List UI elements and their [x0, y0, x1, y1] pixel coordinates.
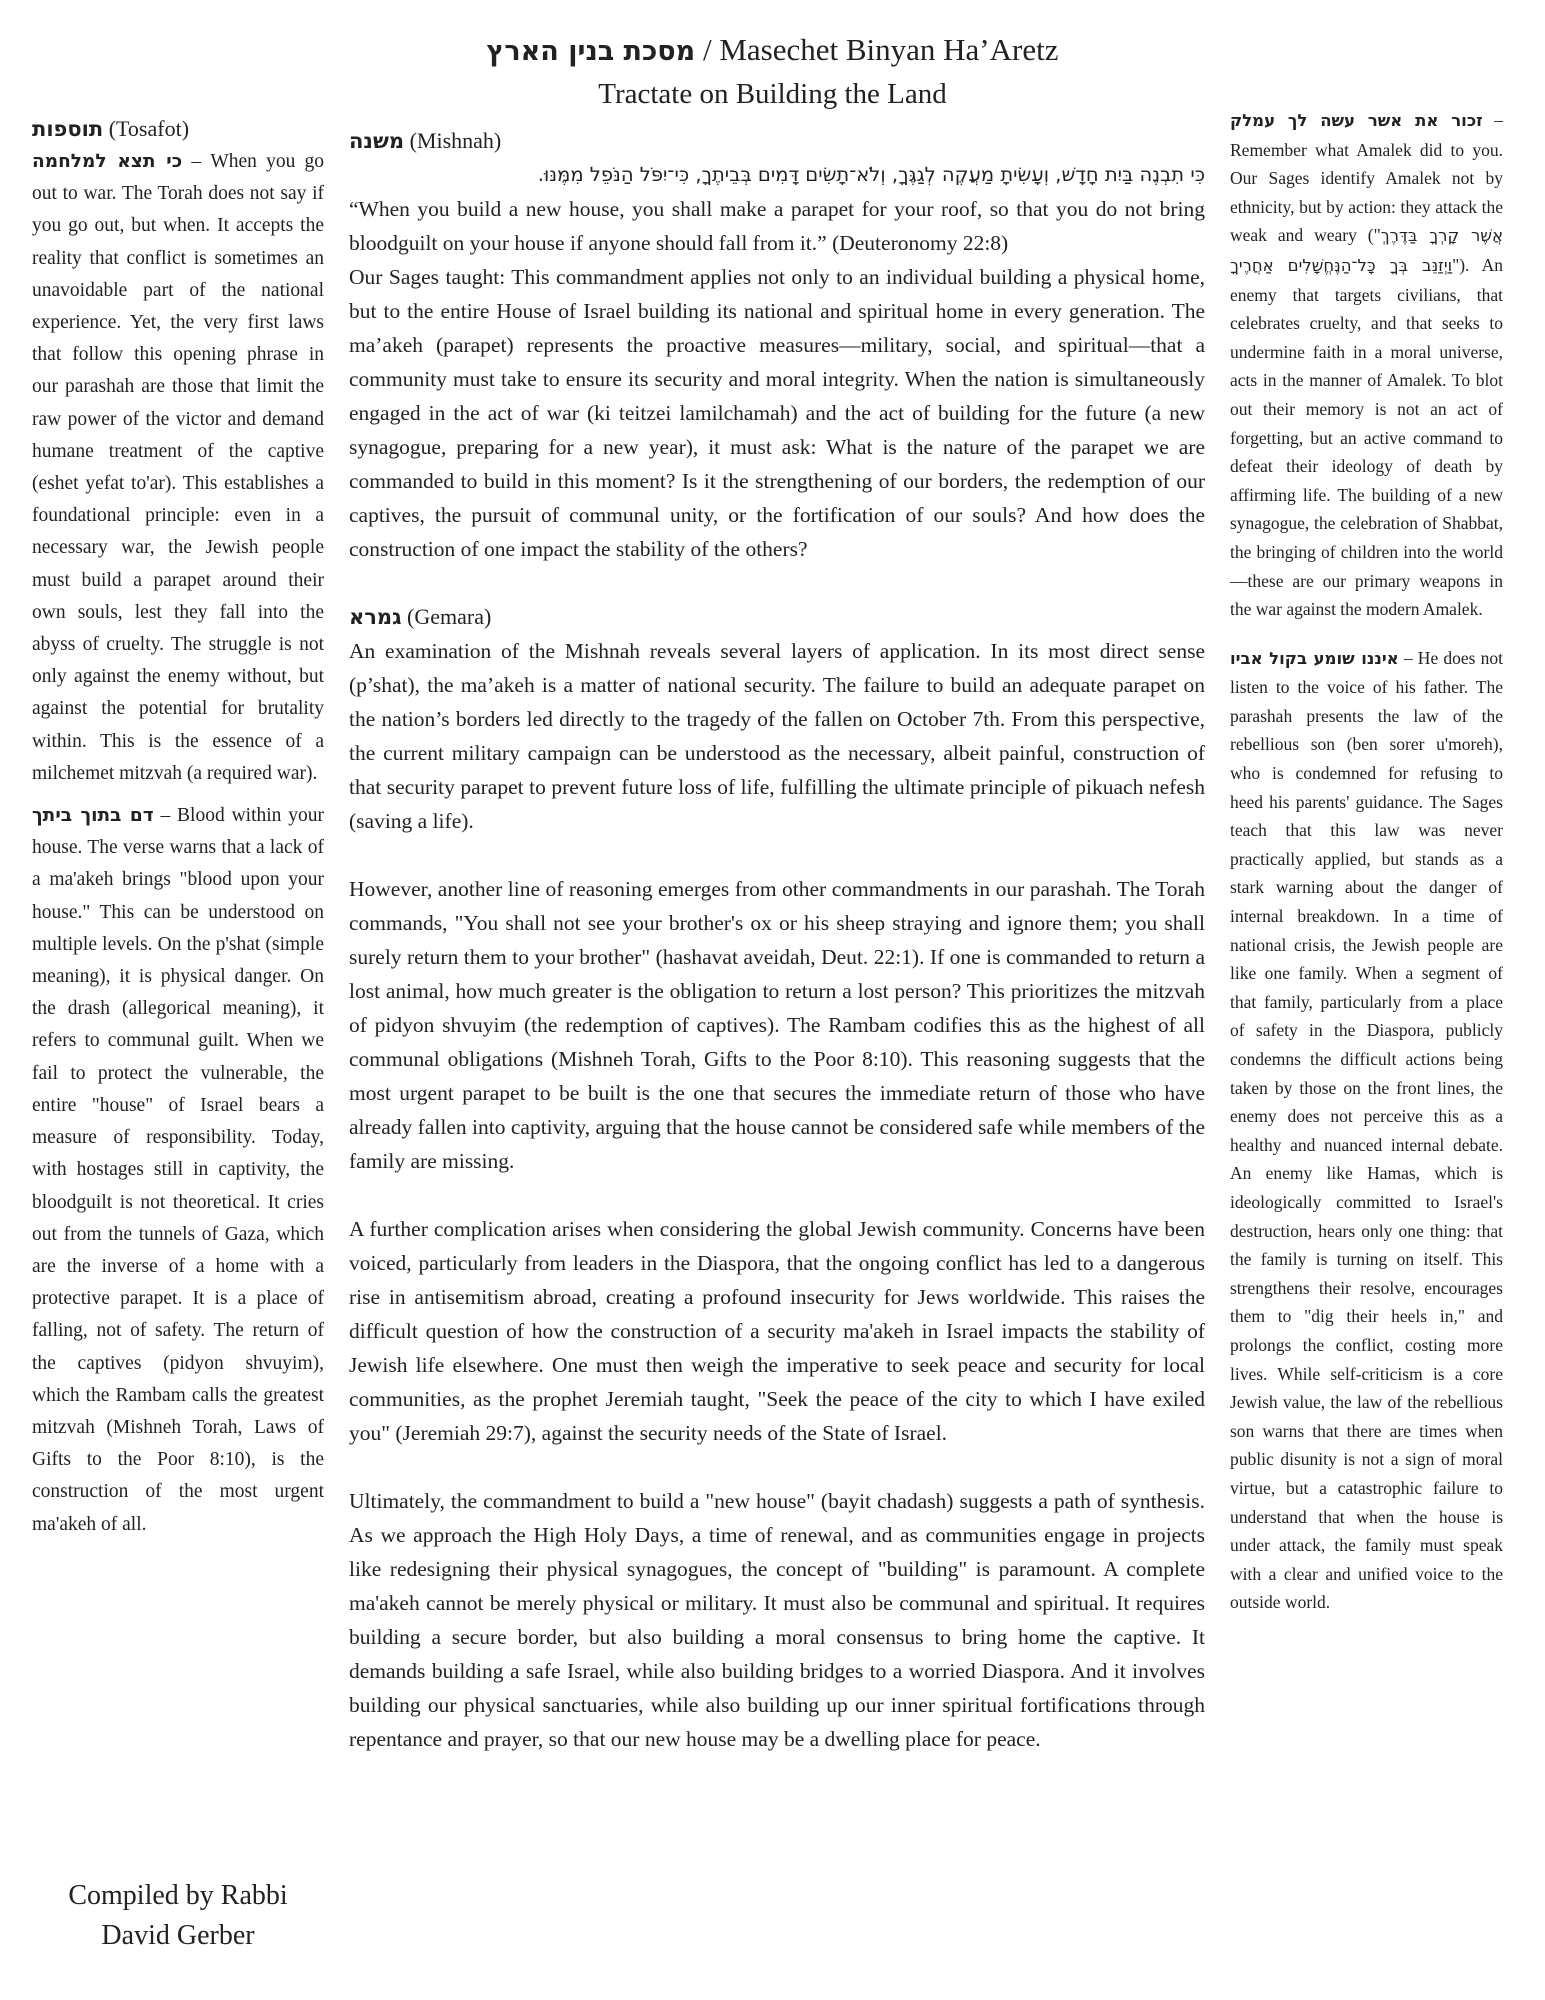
tosafot-entry [32, 146, 324, 790]
entry-text: "). An enemy that targets civilians, that celebrates cruelty, and that seeks to undermine faith in a moral universe, acts in the manner of Amalek. To blot out their memory is not an act of forgetting, but an active command to defeat their ideology of death by affirming life. The building of a new synagogue, the celebration of Shabbat, the bringing of children into the world—these are our primary weapons in the war against the modern Amalek. [1230, 254, 1503, 620]
entry-lead-hebrew: דם בתוך ביתך [32, 805, 154, 827]
gemara-paragraph: An examination of the Mishnah reveals several layers of application. In its most direct sense (p’shat), the ma’akeh is a matter of national security. The failure to build an adequate parapet on the nation’s borders led directly to the tragedy of the fallen on October 7th. From this perspective, the current military campaign can be understood as the necessary, albeit painful, construction of that security parapet to prevent future loss of life, fulfilling the ultimate principle of pikuach nefesh (saving a life). [349, 639, 1205, 833]
entry-text: – Blood within your house. The verse warns that a lack of a ma'akeh brings "blood upon your house." This can be understood on multiple levels. On the p'shat (simple meaning), it is physical danger. On the drash (allegorical meaning), it refers to communal guilt. When we fail to protect the vulnerable, the entire "house" of Israel bears a measure of responsibility. Today, with hostages still in captivity, the bloodguilt is not theoretical. It cries out from the tunnels of Gaza, which are the inverse of a home with a protective parapet. It is a place of falling, not of safety. The return of the captives (pidyon shvuyim), which the Rambam calls the greatest mitzvah (Mishneh Torah, Laws of Gifts to the Poor 8:10), is the construction of the most urgent ma'akeh of all. [32, 805, 324, 1535]
section-gap [349, 566, 1205, 600]
entry-lead-hebrew: זכור את אשר עשה לך עמלק [1230, 111, 1483, 130]
mishnah-verse-hebrew: כִּי תִבְנֶה בַּיִת חָדָשׁ, וְעָשִׂיתָ מַעֲקֶה לְגַגֶּךָ, וְלֹא־תָשִׂים דָּמִים בְּבֵיתֶךָ, כִּי־יִפֹּל הַנֹּפֵל מִמֶּנּוּ. [537, 163, 1205, 186]
page-title [0, 28, 1545, 74]
mishnah-verse-translation: “When you build a new house, you shall make a parapet for your roof, so that you do not bring bloodguilt on your house if anyone should fall from it.” (Deuteronomy 22:8) [349, 197, 1205, 255]
gemara-heading [349, 600, 1205, 634]
entry-text: – Remember what Amalek did to you. Our Sages identify Amalek not by ethnicity, but by action: they attack the weak and weary (" [1230, 110, 1503, 246]
mishnah-heading-english: (Mishnah) [409, 128, 502, 153]
gemara-paragraph: However, another line of reasoning emerges from other commandments in our parashah. The Torah commands, "You shall not see your brother's ox or his sheep straying and ignore them; you shall surely return them to your brother" (hashavat aveidah, Deut. 22:1). If one is commanded to return a lost animal, how much greater is the obligation to return a lost person? This prioritizes the mitzvah of pidyon shvuyim (the redemption of captives). The Rambam codifies this as the highest of all communal obligations (Mishneh Torah, Gifts to the Poor 8:10). This reasoning suggests that the most urgent parapet to be built is the one that secures the immediate return of those who have already fallen into captivity, arguing that the house cannot be considered safe while members of the family are missing. [349, 877, 1205, 1173]
commentary-entry [1230, 644, 1503, 1617]
gemara-heading-hebrew: גמרא [349, 605, 402, 629]
mishnah-body: Our Sages taught: This commandment applies not only to an individual building a physical home, but to the entire House of Israel building its national and spiritual home in every generation. The ma’akeh (parapet) represents the proactive measures—military, social, and spiritual—that a community must take to ensure its security and moral integrity. When the nation is simultaneously engaged in the act of war (ki teitzei lamilchamah) and the act of building for the future (a new synagogue, preparing for a new year), it must ask: What is the nature of the parapet we are commanded to build in this moment? Is it the strengthening of our borders, the redemption of our captives, the pursuit of communal unity, or the fortification of our souls? And how does the construction of one impact the stability of the others? [349, 265, 1205, 561]
gemara-heading-english: (Gemara) [407, 604, 492, 629]
title-english: Masechet Binyan Ha’Aretz [719, 32, 1059, 67]
gemara-paragraph: A further complication arises when considering the global Jewish community. Concerns have been voiced, particularly from leaders in the Diaspora, that the ongoing conflict has led to a dangerous rise in antisemitism abroad, creating a profound insecurity for Jews worldwide. This raises the difficult question of how the construction of a security ma'akeh in Israel impacts the stability of Jewish life elsewhere. One must then weigh the imperative to seek peace and security for local communities, as the prophet Jeremiah taught, "Seek the peace of the city to which I have exiled you" (Jeremiah 29:7), against the security needs of the State of Israel. [349, 1217, 1205, 1445]
tosafot-column [32, 112, 324, 1541]
page-header [0, 28, 1545, 114]
commentary-entry [1230, 106, 1503, 624]
entry-text: – He does not listen to the voice of his father. The parashah presents the law of the rebellious son (ben sorer u'moreh), who is condemned for refusing to heed his parents' guidance. The Sages teach that this law was never practically applied, but stands as a stark warning about the danger of internal breakdown. In a time of national crisis, the Jewish people are like one family. When a segment of that family, particularly from a place of safety in the Diaspora, publicly condemns the difficult actions being taken by those on the front lines, the enemy does not perceive this as a healthy and nuanced internal debate. An enemy like Hamas, which is ideologically committed to Israel's destruction, hears only one thing: that the family is turning on itself. This strengthens their resolve, encourages them to "dig their heels in," and prolongs the conflict, costing more lives. While self-criticism is a core Jewish value, the law of the rebellious son warns that there are times when public disunity is not a sign of moral virtue, but a catastrophic failure to understand that when the house is under attack, the family must speak with a clear and unified voice to the outside world. [1230, 647, 1503, 1613]
tosafot-entry [32, 800, 324, 1541]
title-separator: / [695, 32, 720, 67]
tosafot-heading-hebrew: תוספות [32, 117, 104, 141]
commentary-column [1230, 106, 1503, 1617]
entry-lead-hebrew: איננו שומע בקול אביו [1230, 648, 1399, 668]
entry-lead-hebrew: כי תצא למלחמה [32, 151, 183, 172]
tosafot-heading [32, 112, 324, 146]
tosafot-heading-english: (Tosafot) [108, 116, 190, 141]
gemara-paragraph: Ultimately, the commandment to build a "new house" (bayit chadash) suggests a path of synthesis. As we approach the High Holy Days, a time of renewal, and as communities engage in projects like redesigning their physical synagogues, the concept of "building" is paramount. A complete ma'akeh cannot be merely physical or military. It must also be communal and spiritual. It requires building a secure border, but also building a moral consensus to bring home the captive. It demands building a safe Israel, while also building bridges to a worried Diaspora. And it involves building our physical sanctuaries, while also building up our inner spiritual fortifications through repentance and prayer, so that our new house may be a dwelling place for peace. [349, 1489, 1205, 1751]
compiler-credit: Compiled by Rabbi David Gerber [68, 1880, 288, 1951]
entry-inline-hebrew: אֲשֶׁר קָרְךָ בַּדֶּרֶךְ וַיְזַנֵּב בְּךָ כָּל־הַנֶּחֱשָׁלִים אַחֲרֶיךָ [1230, 226, 1503, 275]
title-hebrew: מסכת בנין הארץ [486, 36, 696, 67]
mishnah-heading [349, 124, 1205, 158]
main-column [349, 124, 1205, 1756]
mishnah-heading-hebrew: משנה [349, 129, 405, 153]
page-subtitle: Tractate on Building the Land [598, 78, 947, 110]
entry-text: – When you go out to war. The Torah does not say if you go out, but when. It accepts the reality that conflict is sometimes an unavoidable part of the national experience. Yet, the very first laws that follow this opening phrase in our parashah are those that limit the raw power of the victor and demand humane treatment of the captive (eshet yefat to'ar). This establishes a foundational principle: even in a necessary war, the Jewish people must build a parapet around their own souls, lest they fall into the abyss of cruelty. The struggle is not only against the enemy without, but against the potential for brutality within. This is the essence of a milchemet mitzvah (a required war). [32, 151, 325, 784]
